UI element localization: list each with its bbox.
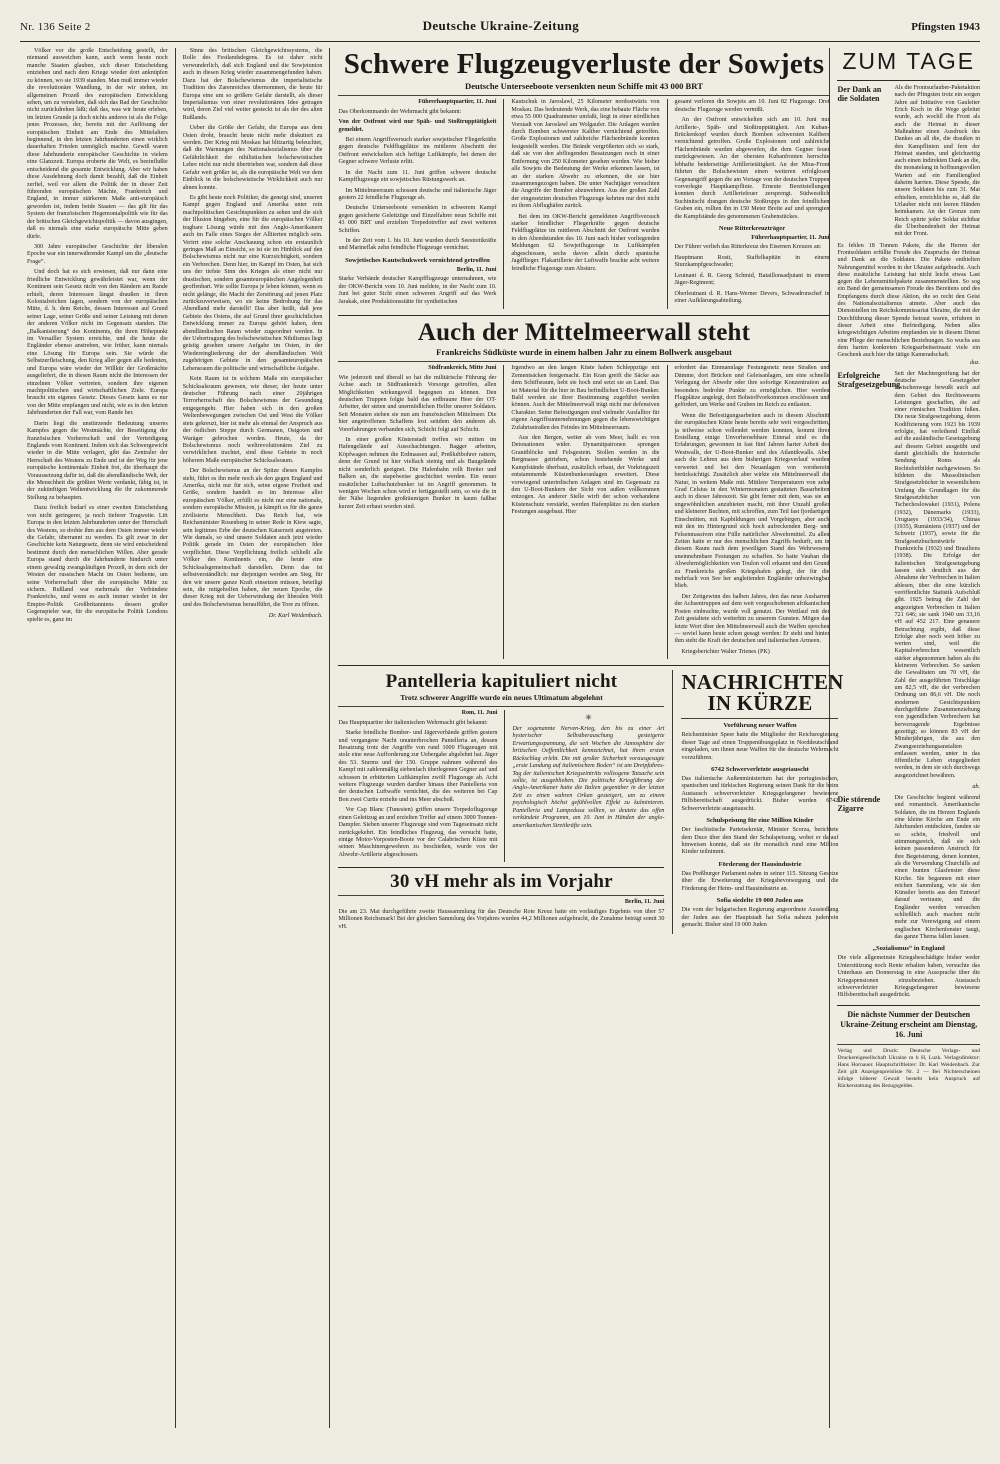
paragraph: Starke feindliche Bomber- und Jägerverbände griffen gestern und vergangene Nacht ununterbrochen Pantelleria an, dessen Besatzung trotz der Angriffe von rund 1000 Flugzeugen mit stolz eine neue Aufforderung zur Uebergabe abgelehnt hat. Jäger des 53. Sturms und der 150. Gruppe nahmen während des Kampf mit zahlenmäßig siebenfach überlegenen Gegner auf und schossen in erbitterten Luftkämpfen zwölf Flugzeuge ab. Acht weitere Flugzeuge wurden darüber hinaus über Pantelleria von der deutschen Luftwaffe vernichtet, die des weiteren bei Cap Bon zwei Curtis erzielte und ins Meer abschoß. bbox=[338, 730, 498, 803]
kurze-title: Vorführung neuer Waffen bbox=[723, 722, 797, 730]
zt-sign: ab. bbox=[972, 784, 980, 791]
zum-tage-item bbox=[837, 371, 980, 781]
dateline: Südfrankreich, Mitte Juni bbox=[428, 365, 497, 372]
pantelleria-headline: Pantelleria kapituliert nicht bbox=[385, 671, 618, 693]
kurze-item bbox=[681, 766, 838, 813]
article-byline: Dr. Karl Weidenbach. bbox=[268, 612, 323, 620]
dateline: Führerhauptquartier, 11. Juni bbox=[751, 234, 830, 241]
kurze-items bbox=[681, 722, 838, 929]
kurze-title: „Sozialismus“ in England bbox=[872, 945, 945, 953]
paragraph: Starke Verbände deutscher Kampfflugzeuge unternahmen, wie der OKW-Bericht vom 10. Juni meldete, in der Nacht zum 10. Juni bei guter Sicht einen schweren Angriff auf das Werk Jarakak, eine Produktionsstätte für synthetischen bbox=[338, 276, 497, 305]
dateline: Führerhauptquartier, 11. Juni bbox=[418, 99, 497, 106]
zt-title: Der Dank an die Soldaten bbox=[837, 85, 882, 104]
paragraph: Deutsche Unterseeboote versenkten in schwerem Kampf gegen gesicherte Geleitzüge und Einzelfahrer neun Schiffe mit 43 000 BRT und erzielten Torpedotreffer auf zwei weiteren Schiffen. bbox=[338, 205, 497, 234]
paragraph: Das Preßburger Parlament nahm in seiner 115. Sitzung Gesetze über die Erweiterung der Kriegsbevorsorgung und die Förderung der Heim- und Hausindustrie an. bbox=[681, 870, 839, 892]
zt-body: Als die Frontsurlauber-Paketaktion nach der Pfingsten trotz ein sorgen Jahre auf Initiative von Gauleiter Erich Koch in die Wege geleitet wurde, ach wochll die Front als auch die Heimat in dieser Maßnahme einen Ausdruck des Dankes an all die, die draußen in den Kampflinien und fern der Heimat standen, und gleichzeitig auch einen indirekten Dank an die, die monatelang in hoffnungsvollen Warten auf ein Familienglied daheim harrten. Diese Spende, die unsere Soldaten bis zum 31. Mai erhielten, erreichlichte es, daß die Urlauber nicht mit leeren Händen heimkamen. An der Grenze zum Reich spürte jeder Soldat sichtbar die Überbundenheit der Heimat mit der Front. bbox=[894, 85, 980, 238]
paragraph: Kriegsberichter Walter Trienes (PK) bbox=[681, 648, 770, 655]
kurze-title: Schulspeisung für eine Million Kinder bbox=[706, 817, 814, 825]
masthead-left: Nr. 136 Seite 2 bbox=[20, 21, 91, 33]
vorjahr-body bbox=[338, 899, 664, 931]
paragraph: Irgendwo an den langen Küste haben Schleppzüge mit Zementsäcken festgemacht. Ein Kran greift die Säcke aus dem Schiffsraum, hebt sie hoch und setzt sie an Land. Das ist Material für die hier in Bau befindlichen U-Boot-Bunker. Bald werden sie ihrer Bestimmung zugeführt werden können. Auch der Mittelmeerwall trägt nicht nur defensiven Charakter. Seine Befestigungen sind vielmehr Ausfalltor für eigene Angriffsunternehmungen gegen die lebenswichtigen Zufahrtsstraßen des Feindes im Mittelmeerraum. bbox=[511, 365, 660, 431]
paragraph: 300 Jahre europäischer Geschichte der liberalen Epoche war ein innerwährender Kampf um die „deutsche Frage“. bbox=[27, 243, 168, 265]
dateline: Rom, 11. Juni bbox=[461, 710, 498, 717]
pantelleria-deck: Trotz schwerer Angriffe wurde ein neues Ultimatum abgelehnt bbox=[400, 693, 603, 703]
kurze-item bbox=[681, 817, 838, 857]
zum-tage-column bbox=[829, 48, 980, 1428]
kurze-headline: NACHRICHTEN IN KÜRZE bbox=[681, 670, 844, 716]
paragraph: Bei dem im OKW-Bericht gemeldeten Angriffsversuch starker feindlicher Fliegerkräfte gegen deutsche Feldflugplätze im mittleren Abschnitt der Ostfront wurden in den Abendstunden des 10. Juni nach bisher vorliegenden Meldungen 62 Sowjetflugzeuge in Luftkämpfen abgeschossen, sechs davon allein durch spanische Jagdflieger. Flakartillerie der Luftwaffe brachte acht weitere feindliche Flugzeuge zum Absturz. bbox=[511, 213, 660, 272]
paragraph: erfordert das Einmannlage Festungsnetz neue Straßen und Dämme, dort Brücken und Geleisanlagen, um eine schnelle Verlegung der Abwehr oder ihre sofortige Konzentration auf besonders bedrohte Punkte zu ermöglichen. Hier werden Flugplätze angelegt, dort Bohstoffvorkommen erschlossen und gefördert, um Werke und Gruben im Reich zu entlasten. bbox=[674, 365, 830, 409]
lead-col-1 bbox=[338, 99, 503, 309]
paragraph: Wenn die Befestigungsarbeiten auch in diesem Abschnitt der europäischen Küste heute bereits sehr weit vorgeschritten, ja teilweise schon vollendet werden konnten, kommt ihrer Erstellung einige Unvorhersehbare Einmal sind es die Erfahrungen, gewonnen in fast fünf Jahren harter Arbeit des Westwalls, der U-Boot-Bunker und des Atlantikwalls. Aber auch die Lehren aus dem bisherigen Kriegsverlauf wurden verwertet und bei den Neuanlagen von vornherein berücksichtigt. Zusätzlich aber wirkte ein Mittelmeerwall die Natur, in weitem Maße mit. Mittlere Temperaturen von zehn Grad Celsius in den Wintermonaten gestatteten Bauarbeiten auch in dieser Jahreszeit. Sie gibt ferner mit dem, was sie an ungewöhnlichen anzubieten macht, mit ihrer Unzahl großer und kleinerer Buchten, mit schroffen, zum Teil fast fjordartigen Einschnitten, mit Kapbildungen und Vorgebirgen, aber auch mit den im Hintergrund sich hoch aufreckenden Berg- und Felsenmassiven eine Fülle natürlicher Abwehrmittel. Zu allen Zeiten hatte er nur des menschlichen Zugriffs bedurft, um in diesem Raum nach dem jeweiligen Stand des Wehrwesens uneinnehmbare Festungen zu schaffen. So hatte Vauban die Abwehrmöglichkeiten von Toulon voll erkannt und den Grund zu Frankreichs großen Kriegshafen gelegt, der für die mehrfach von See her angleitenden Engländer unbezwingbar blieb. bbox=[674, 412, 830, 590]
mittelmeerwall-headline: Auch der Mittelmeerwall steht bbox=[417, 318, 751, 346]
lead-deck: Deutsche Unterseeboote versenkten neun Schiffe mit 43 000 BRT bbox=[465, 81, 703, 91]
subhead-ritterkreuztraeger: Neue Ritterkreuzträger bbox=[718, 225, 786, 233]
mw-col-3 bbox=[667, 365, 830, 659]
paragraph: Der faschistische Parteisekretär, Minister Scorza, berichtete dem Duce über den Stand der Schulspeisung, wobei er darauf hinweisen konnte, daß sie ihr monatlich rund eine Million Kinder teilnimmt. bbox=[681, 827, 839, 856]
pantelleria-article bbox=[338, 670, 844, 934]
paragraph: Der Führer verlieh das Ritterkreuz des Eisernen Kreuzes an: bbox=[674, 244, 822, 251]
paragraph: Leutnant d. R. Georg Schmid, Bataillonsadjutant in einem Jäger-Regiment; bbox=[674, 272, 830, 287]
imprint: Verlag und Druck: Deutsche Verlags- und Druckereigesellschaft Ukraine m b H, Luzk. Verlagsdirektor: Hans Hornauer. Hauptschriftleiter: Dr. Karl Weidenbach. Zur Zeit gilt Anzeigenpreisliste Nr. 2 — Bei Nichterscheinen infolge höherer Gewalt besteht kein Anspruch auf Rückerstattung des Bezugsgeldes. bbox=[837, 1047, 980, 1089]
lead-headline: Schwere Flugzeugverluste der Sowjets bbox=[343, 48, 825, 80]
paragraph: Aus den Bergen, weiter ab vom Meer, hallt es von Detonationen wider. Dynamitpatronen sprengen Granitblöcke und Felsgestein. Stollen werden in die Bergmasse getrieben, schon bestehende Werke und Kampfstände überbaut, zusätzlich erbaut, der Vorkriegszeit entstammende Küstenbunkeranlagen erweitert. Diese vorwiegend unterirdischen Anlagen sind im Gegensatz zu den U-Boot-Bunkern der Sicht von außen vollkommen entzogen. An anderer Stelle wirft der schon vorhandene Küstenschutz verstärkt, werden Hafenplätze zu den starken Festungen ausgebaut. Hier bbox=[511, 435, 660, 516]
mw-col-1 bbox=[338, 365, 503, 659]
paragraph: In einer großen Küstenstadt treffen wir mitten im Hafengelände auf Ausschachtungen. Bagger arbeiten, Köpfwagen nehmen die Erdmassen auf, Preßluftbohrer rattern, denn der Grund ist hier vielfach steinig und als Baugelände nicht sonderlich geeignet. Die Hafenbahn rollt Breiter und Balken an, die stapelweise geschichtet werden. Ein neuer zusätzlicher Luftschutzbunker ist im Angriff genommen. In wenigen Wochen schon wird er fertiggestellt sein, so wie die in der Nähe liegenden großräumigen Bunker in kaum faßbar kurzer Zeit erbaut worden sind. bbox=[338, 437, 497, 510]
paragraph: Dazu freilich bedarf es einer zweiten Entscheidung von nicht geringerer, ja noch tieferer Tragweite. Litt Europa in den letzten Jahrhunderten unter der Herrschaft des Westens, so drohte ihm aus dem Osten immer wieder die Gefahr, überrannt zu werden. Es gilt zwar in der Geschichte kein Naturgesetz, denn sie wird entscheidend bestimmt durch den menschlichen Willen. Aber gerade Europa stand durch die Jahrhunderte hindurch unter einem gewaltig zwangsläufigen Prozeß, in dem sich der Westen der russischen Macht im Osten bediente, um seine Vorherrschaft über die europäische Mitte zu sichern. Rußland war mehrmals der Verbündete Frankreichs, und wenn es auch immer wieder in der Empire-Politik Großbritanniens dessen großer Gegenspieler war, für die europäische Politik Londons spielte es, ganz im bbox=[27, 505, 168, 623]
paragraph: Es gibt heute noch Politiker, die geneigt sind, unseren Kampf gegen England und Amerika unter rein machtpolitischen Gesichtspunkten zu sehen und die sich der Illusion hingeben, eine für die europäischen Völker tragbare Lösung würde mit den Anglo-Amerikanern auch im Falle eines Sieges der Alliierten möglich sein. Verirrt eine solche Anschauung schon ein erstaunlich geringes Maß an Einsicht, so ist sie im Hinblick auf den Bolschewismus nicht nur eine Kurzsichtigkeit, sondern ein Verbrechen. Denn hier, im Kampf im Osten, hat sich uns der tiefste Sinn des Krieges als einer nicht nur drastischen, sondern gesamteuropäischen Angelegenheit geoffenbart. Wie sollte Europa je leben können, wenn es nicht gelänge, die Macht der Zerstörung auf jenen Platz zurückzuverweisen, wo sie keine Bedrohung für das Abendland mehr darstellt! Das aber heißt, daß jene Gebiete des Ostens, die auf Grund ihrer geschichtlichen Entwicklung immer zu Europa gehört haben, dem abendländischen Raum wieder zugeordnet werden. In der Uebertragung des bolschewistischen Nihilismus liegt geistig gesehen unsere Aufgabe im Osten, in der Wiedereingliederung der der abendländischen Welt zugehörigen Gebiete in den gesamteuropäischen Lebensraum die politische und wirtschaftliche Aufgabe. bbox=[182, 195, 323, 372]
zt-title: Erfolgreiche Strafgesetzgebung bbox=[837, 370, 901, 389]
paragraph: Oberleutnant d. R. Hans-Werner Devers, Schwadronschef in einer Aufklärungsabteilung. bbox=[674, 290, 830, 304]
paragraph: Der sogenannte Nerven-Krieg, den bis zu einer Art hysterischer Selbstberauschung gesteigerte Erwartungsspannung, die seit Wochen die Atmosphäre der britischen Oeffentlichkeit kennzeichnet, hat ihren ersten Rückschlag erlebt. Die mit großer Sicherheit vorausgesagte „erste Landung auf italienischem Boden“ ist am Dreipfahres-Tag der italienischen Kriegseintritts vollzogene Tatsache sein sollte, ist ausgeblieben. Die politische Kriegführung der Anglo-Amerikaner hatte die Italien gegenüber in der letzten Zeit es einen wahren Orkan gesteigert, um zu einem psychologisch höchst gefühlvollen Effekt zu kulminieren. Pantelleria und Lampedusa sollten, so deutete das offen verkündete Programm, am 10. Juni in Händen der anglo-amerikanischen Streitkräfte sein. bbox=[512, 726, 665, 829]
paragraph: An der Ostfront entwickelten sich am 10. Juni nur Artillerie-, Späh- und Stoßtrupptätigkeit. Am Kuban-Brückenkopf wurden durch Bomben schwersten Kalibers vernichtend getroffen. Große Explosionen und zahlreiche Flächenbrände wurden abgeworfen, die dem Gegner feuer zurückgewiesen. An der obersten Kubanfronten herrschte lebhafte beiderseitige Artillerietätigkeit. An der Mius-Front führten die Bolschewisten einen weiteren erfolglosen Gegenangriff gegen die am Vortage von der deutschen Truppen vorverlegte Hauptkampflinie. Erneute Bereitstellungen konnten durch Artilleriefeuer zersprengt. Südwestlich Suchinitschi drangen deutsche Stoßtrupps in den feindlichen Graben ein, rollten ihn in 150 Meter Breite auf und sprengten die Kampfstände des genommenen Grabenstückes. bbox=[674, 117, 830, 220]
paragraph: Reichsminister Speer hatte die Mitglieder der Reichsregierung dieser Tage auf einen Truppenübungsplatz in Norddeutschland eingeladen, um ihnen neue Waffen für die deutsche Wehrmacht vorzuführen. bbox=[681, 732, 839, 761]
paragraph: Sinne des britischen Gleichgewichtssystems, die Rolle des Festlandsdegens. Es ist daher nicht verwunderlich, daß sich England und die Sowjetunion auch in diesen Krieg wieder zusammengefunden haben. Dazu hat der Bolschewismus die imperialistische Tradition des Zarenreiches übernommen, die heute für Europa eine um so größere Gefahr darstellt, als dieser Imperialismus von einer revolutionären Idee getragen wird, deren Ziel viel weiter gesteckt ist als der des alten Rußlands. bbox=[182, 48, 323, 121]
nachrichten-in-kuerze bbox=[672, 670, 844, 934]
paragraph: gesamt verloren die Sowjets am 10. Juni 82 Flugzeuge. Drei deutsche Flugzeuge werden vermißt. bbox=[674, 99, 830, 113]
kurze-title: Sofia siedelte 19 000 Juden aus bbox=[716, 897, 804, 905]
paragraph: Die viele allgemeinste Kriegsbeschädigte bisher weder Unterstützung noch Rente erhalten haben, versuchte das Unterhaus am Donnerstag in eine Aussprache über die Kriegspensionen einzubeziehen. Austausch schwerverletzter Kriegsgefangener bewiesene Hilfsbereitschaft ausgedrückt. bbox=[837, 955, 980, 999]
zt-body: Es fehlen 18 Tonnen Pakete, die die Herren der Frontsoldaten erfüllte Freude des Zuspruchs der Heimat und Dank an die Soldaten. Die Pakete enthielten Nahrungsmittel worden in der Ukraine aufgebracht. Auch diese zusätzliche Leistung hat nicht leicht etwas Last gegen die Lebensmittelpakete zusammenstellten. So sog ein Band der gemeinsamen Freude des Bereitens und des Empfangens durch diese Aktion, die so recht den Geist des Nationalsozialismus atmete. Aber auch das Dienststellen im Reichskommissariat Ukraine, die mit der Durchführung dieser Spende betraut waren, erfuhren in dieser Arbeit eine Befriedigung. Neben alles kriegswichtigen Arbeiten empfanden sie in diesem Dienst eine Pflege der menschlichen Beziehungen. So wuchs aus dem harten konkreten Kriegsarbeitseinsatz viele ein Geschenk auch hier die tätige Kameradschaft. bbox=[837, 242, 980, 359]
kurze-item bbox=[681, 722, 838, 762]
zt-sign: duz. bbox=[970, 359, 980, 366]
subhead-kautschukwerk: Sowjetisches Kautschukwerk vernichtend getroffen bbox=[345, 256, 490, 264]
paragraph: Kein Raum ist in solchem Maße ein europäischer Schicksalsraum gewesen, wie dieser, der heute unter deutscher Führung nach einer 20jährigen Terrorherrschaft des Bolschewismus der Gesundung entgegengeht. Hier haben sich in den großen Weltenbewegungen zwischen Ost und West die Völker stets gekreuzt, hier ist mehr als einmal der Anspruch aus der östlichen Steppe durch Germanen, Ostgoten und Waräger gebrochen worden. Heute, da der Bolschewismus noch weltrevolutionäres Ziel zu verwirklichen trachtet, sind diese Gebiete in noch höherem Maße europäischer Schicksalsraum. bbox=[182, 376, 323, 464]
zt-body: Seit der Machtergreifung hat der deutsche Gesetzgeber Zwischenwege bewußt auch auf dem Gebiet des Rechtswesens Leistungen geschaffen, die auf einer römischen Tradition fußen. Die neue Strafgesetzgebung, deren Kodifizierung vom 1923 bis 1939 erfolgte, hat verleihend Einfluß auf die ausländische Gesetzgebung auf diesem Gebiet ausgeübt und damit gleichfalls die historische Sendung Roms als Rechtsfortbilder nachgewiesen. So bildeten die Mussolinischen Strafgesetzbücher in wesentlichem Umfang die Grundlagen für die Strafgesetzbücher von Tschechoslowakei (1931), Polens (1932), Dänemarks (1933), Uruguays (1933/34), Chinas (1935), Rumäniens (1937) und der Schweiz (1937), sowie für die Strafgesetzbuchentwürfe Frankreichs (1932) und Brasiliens (1938). Die Erfolge der italienischen Strafgesetzgebung lassen sich deutlich aus der Abnahme der Verbrechen in Italien ablesen, über die eine kürzlich veröffentlichte Statistik Aufschluß gibt. 1925 betrug die Zahl der angezeigten Verbrechen in Italien 721 646; sie sank 1940 um 33,16 vH auf 452 217. Eine genauere Betrachtung ergibt, daß diese Erfolge aber noch weit höher zu werten sind, weil die Kapitalverbrechen wesentlich stärker abgenommen haben als die kleineren Verbrechen. So sanken die Gewalttaten um 70 vH, die Zahl der ausgeführten Totschläge um 82,5 vH, die der verbrechen Ordnung um 86,6 vH. Die noch modernen Gesichtspunkten durchgeführte Zusammenziehung von jugendlichen Verbrechern hat hervorragende Ergebnisse gezeitigt; so können 83 vH der Minderjährigen, die aus den Zwangserziehungsanstalten entlassen werden, unter in das öffentliche Leben eingegliedert werden, in dem sie sich durchwegs ausgezeichnet bewähren. bbox=[894, 370, 980, 779]
zum-tage-title: ZUM TAGE bbox=[842, 48, 976, 74]
zt-title: Die störende Zigarre bbox=[837, 795, 881, 814]
lead-article bbox=[338, 50, 829, 309]
pant-col-1 bbox=[338, 710, 504, 862]
middle-section bbox=[329, 48, 844, 1428]
paragraph: Darin liegt die unstürzende Bedeutung unseres Kampfes gegen die Westmächte, der Beseitigung der französischen Vorherrschaft und der Verteidigung Englands vom Kontinent. Indem sich das Schwergewicht wieder in die Mitte verlagert, gibt das Zentraler der Herrschaft des Westens zu Ende und ist der Weg für jene europäische kontinentale Einheit frei, die überhaupt die Voraussetzung dafür ist, daß die abendländische Welt, der die Menschheit die größten Werte verdankt, fähig ist, in der zukünftigen Weltentwicklung die ihr zukommende Stellung zu behaupten. bbox=[27, 420, 168, 501]
paragraph: Vor Cap Blanc (Tunesien) griffen unsere Torpedoflugzeuge einen Geleitzug an und erzielten Treffer auf einem 3000 Tonnen-Dampfer. Sieben unserer Flugzeuge sind vom Tageseinsatz nicht zurückgekehrt. Ein feindliches Flugzeug, das versucht hatte, einige Motor-Vorposten-Boote vor der Calabrischen Küste mit seinen Maschinengewehren zu beschießen, wurde von der Abwehr-Artillerie abgeschossen. bbox=[338, 807, 498, 858]
paragraph: Und doch hat es sich erwiesen, daß nur dann eine friedliche Entwicklung gewährleistet war, wenn der Kontinent sein Gesetz nicht von den Rändern am Rande erhielt, deren Interessen längst draußen in ihren Kolonialreichen lagen, sondern von der europäischen Mitte, d. h. dem Reiche, dessen Interessen auf Grund seiner Lage, seiner Größe und seiner Leistung mit denen der anderen Völker nicht im Gegensatz standen. Die „Balkanisierung“ des Kontinents, die ihren Höhepunkt im Versailler System erreichte, und die heute die Engländer ebenso anstreben, wie früher, kann niemals eine Lösung für Europa sein. Sie würde die Selbstzerfleischung, den Krieg aller gegen alle bedeuten, und Europa wäre wieder der Willkür der Großmächte ausgeliefert, die in diesen Raum nicht die Interessen der einzelnen Völker vertreten, sondern ihre eigenen machtpolitischen und wirtschaftlichen Ziele. Europa braucht ein eigenes Gesetz. Dieses Gesetz kann es nur von der Mitte empfangen und nicht, wie es in den letzten Jahrhunderten der Fall war, vom Rande her. bbox=[27, 269, 168, 417]
masthead-rule bbox=[20, 41, 980, 42]
zt-body: Die Geschichte beginnt während und romantisch. Amerikanische Soldaten, die im Herzen Englands eine kleine Kirche am Ende ein Jahrhundert entdeckten, fanden sie so schön, friedvoll und stimmungsreich, daß sie sich keinen passenderen Anstruch für ihre Begeisterung, denen konnten, als die Verwendung Churchills auf einen bunten Glasfenster diese Kirche. Sie begannen mit einer reichen Sammlung, wie sie den Künstler bereits aus den Entwurf darauf vertraute, und die Engländer werden versuchen schließlich auch machen nicht mehr zur Verewigung auf einem englischen Kirchenfenster taugt, das ganze Thema fallen lassen. bbox=[894, 795, 980, 940]
kurze-item bbox=[837, 945, 980, 1000]
masthead-title: Deutsche Ukraine-Zeitung bbox=[422, 18, 580, 33]
paragraph: Bei einem Angriffsversuch starker sowjetischer Fliegerkräfte gegen deutsche Feldflugplätze im mittleren Abschnitt der Ostfront entwickelten sich heftige Luftkämpfe, bei denen der Gegner schwere Verluste erlitt. bbox=[338, 137, 497, 166]
kurze-item bbox=[681, 861, 838, 893]
kurze-title: 6742 Schwerverletzte ausgetauscht bbox=[711, 765, 809, 773]
paragraph: In der Nacht zum 11. Juni griffen schwere deutsche Kampfflugzeuge ein sowjetisches Rüstungswerk an. bbox=[338, 169, 497, 184]
next-issue-notice: Die nächste Nummer der Deutschen Ukraine-Zeitung erscheint am Dienstag, 16. Juni bbox=[840, 1009, 978, 1039]
paragraph: Der Zeitgewinn des halben Jahres, den das neue Ausharren der Achsentruppen auf dem weit vorgeschobenen afrikanischen Posten einbrachte, wurde voll genutzt. Der Wettlauf mit der Zeit gestaltete sich weiterhin zu unserem Gunsten. Mögen das letzte Wort über den Mittelmeerwall auch die Waffen sprechen — soviel kann heute schon gesagt werden: Er steht und hinter ihm steht die Kraft der deutschen und italienischen Armeen. bbox=[674, 593, 830, 645]
mw-col-2 bbox=[503, 365, 666, 659]
mittelmeerwall-article bbox=[338, 320, 829, 659]
ornament-star: ✳ bbox=[585, 713, 592, 723]
paragraph: In der Zeit vom 1. bis 10. Juni wurden durch Seestreitkräfte und Marineflak zehn feindliche Flugzeuge vernichtet. bbox=[338, 238, 497, 252]
pantelleria-main bbox=[338, 670, 672, 934]
lead-col-2 bbox=[503, 99, 666, 309]
paragraph: Das italienische Außenministerium hat der portugiesischen, spanischen und türkischen Regierung seinen Dank für die beim Austausch schwerverletzter Kriegsgefangener bewiesene Hilfsbereitschaft ausgedrückt. Bisher wurden 6742 Schwerverletzte ausgetauscht. bbox=[681, 776, 839, 812]
column-2 bbox=[175, 48, 330, 1428]
kurze-overflow bbox=[837, 945, 980, 1000]
paragraph: Die am 23. Mai durchgeführte zweite Haussammlung für das Deutsche Rote Kreuz hatte ein vorläufiges Ergebnis von über 57 Millionen Reichsmark! Bei der gleichen Sammlung des Vorjahres wurden 44,2 Millionen aufgebracht, die Zunahme beträgt somit 30 vH. bbox=[338, 908, 665, 930]
zum-tage-item bbox=[837, 795, 980, 941]
mittelmeerwall-deck: Frankreichs Südküste wurde in einem halben Jahr zu einem Bollwerk ausgebaut bbox=[436, 346, 732, 357]
paragraph: Hauptmann Rosti, Staffelkapitän in einem Sturzkampfgeschwader; bbox=[674, 254, 830, 269]
paragraph: Im Mittelmeerraum schossen deutsche und italienische Jäger gestern 22 feindliche Flugzeuge ab. bbox=[338, 187, 497, 201]
vorjahr-headline: 30 vH mehr als im Vorjahr bbox=[390, 871, 613, 893]
pant-col-2 bbox=[504, 710, 664, 862]
lead-col-3 bbox=[667, 99, 830, 309]
dateline: Berlin, 11. Juni bbox=[624, 899, 665, 906]
kurze-item bbox=[681, 897, 838, 929]
masthead-date: Pfingsten 1943 bbox=[911, 21, 980, 33]
paragraph: Die vom der bulgarischen Regierung angeordnete Aussiedlung der Juden aus der Hauptstadt hat Sofia nahezu judenrein gemacht. Bisher sind 19 000 Juden bbox=[681, 907, 839, 929]
masthead bbox=[20, 18, 980, 38]
paragraph: Völker vor die große Entscheidung gestellt, der niemand ausweichen kann, auch wenn heute noch manche Staaten glauben, sich dieser Entscheidung entziehen und nach dem Kriege wieder dort anknüpfen zu können, wo sie 1939 standen. Man muß immer wieder die revolutionäre Wandlung, in der wir stehen, im allgemeinen Prozeß des europäischen Entwicklung sehen, um zu verstehen, daß sich das Rad der Geschichte nicht zurückdrehen läßt; daß das, was wir heute erleben, im letzten Grunde ja doch nichts anderes ist als die Folge jenes Prozesses, der, bereits mit der Auflösung der europäischen Einheit am Ende des Mittelalters beginnend, in den letzten Jahrhunderten einen wirklich dauerhaften Frieden unmöglich machte. Gewiß waren diese Jahrhunderte europäischer Geschichte in vielem eine Glanzzeit. Europa eroberte die Welt, es beeinflußte entscheidend die gesamte Entwicklung. Aber wir haben diese Ausdehnung doch damit bezahlt, daß die Einheit zerfiel, weil vor allem die Politik der in dieser Zeit führenden europäischen Mächte, Frankreich und England, in immer stärkerem Maße anti-europäisch geworden ist, indem beide Staaten — das gilt für das System der französischen Hegemonialpolitik wie für das der britischen Gleichgewichtspolitik — davon ausgingen, daß es niemals eine starke europäische Mitte geben dürfe. bbox=[27, 48, 168, 240]
paragraph: Wie jederzeit und überall so hat die militärische Führung der Achse auch in Südfrankreich Vorsorge getroffen, allen Möglichkeiten wirkungsvoll begegnen zu können. Den deutschen Truppen folgte bald das erdbraune Heer der OT-Arbeiter, der steten und unermüdlichen Helfer unserer Soldaten. Seit Monaten stehen sie nun am französischen Mittelmeer. Die hier angetroffenen Schaffens lost seitdem den anderen ab. Vorerfahrungen verbanden sich, Schicht folgt auf Schicht. bbox=[338, 374, 497, 433]
page-body bbox=[20, 48, 980, 1428]
paragraph: Ueber die Größe der Gefahr, die Europa aus dem Osten droht, braucht heute nicht mehr diskutiert zu werden. Der Krieg mit Moskau hat blitzartig beleuchtet, daß die Warnungen des Nationalsozialismus über die Gefährlichkeit der nihilistischen bolschewistischen Lehre nicht nur nicht übertrieben war, sondern daß diese Gefahr weit größer ist, als die europäische Welt vor dem Einblick in die bolschewistische Wirklichkeit auch nur ahnen konnte. bbox=[182, 125, 323, 191]
zum-tage-item bbox=[837, 85, 980, 239]
column-1 bbox=[20, 48, 175, 1428]
kurze-title: Förderung der Hausindustrie bbox=[718, 860, 802, 868]
dateline: Berlin, 11. Juni bbox=[456, 266, 497, 273]
paragraph: Der Bolschewismus an der Spitze dieses Kampfes steht, führt es ihn mehr noch als den gegen England und Amerika, nicht nur für sich, seine eigene Freiheit und Größe, sondern handelt es im Interesse aller europäischen Völker, erfüllt es nicht nur eine nationale, sondern europäische Mission, ja kämpft es für die ganze zivilisierte Menschheit. Das Reich hat, wie Reichsminister Rosenberg in seiner Rede in Kiew sagte, sein legitimes Erbe der deutschen Kaiserzeit angetreten. Wie damals, so sind unsere Soldaten auch jetzt wieder Politik gerade im Osten der europäischen Idee verpflichtet. Diese Verpflichtung freilich schließt alle Völker des Kontinents ein, die heute eine Schicksalsgemeinschaft darstellen. Denn das ist selbstverständlich: nur diejenigen werden am Sieg, für den wir unsere ganze Kraft einsetzen müssen, beteiligt sein, die mitgeholfen haben, der neuen Epoche, die dieser Krieg mit der Ueberwindung der liberalen Welt und des Bolschewismus heraufführt, die Tore zu öffnen. bbox=[182, 468, 323, 608]
paragraph: Von der Ostfront wird nur Späh- und Stoßtrupptätigkeit gemeldet. bbox=[338, 119, 497, 133]
paragraph: Das Hauptquartier der italienischen Wehrmacht gibt bekannt: bbox=[338, 719, 488, 726]
paragraph: Das Oberkommando der Wehrmacht gibt bekannt: bbox=[338, 108, 462, 115]
paragraph: Kautschuk in Jaroslawl, 25 Kilometer nordostwärts von Moskau. Das bedeutende Werk, das eine bebaute Fläche von etwa 55 000 Quadratmeter umfaßt, liegt in einer nördlichen Vorstadt von Jaroslawl am Wolgaufer. Die Anlagen wurden durch Bomben schwerster Kaliber vernichtend getroffen. Große Explosionen und zahlreiche Flächenbrände konnten festgestellt werden. Die Brände vergrößerten sich so stark, daß sie von den abfliegenden Besatzungen noch in einer Entfernung von 250 Kilometer gesehen wurden. Wie bisher alle Sowjets die Bedeutung der Werke erkennen lassen, ist an der starken Abwehr zu erkennen, die sie hier zusammengezogen haben. Die unter Nachtjäger versuchten die Angriffe der Bomber abzuwehren. Aus der großen Zahl der eingesetzten deutschen Flugzeuge kehrten nur drei nicht zu ihren Abflughäfen zurück. bbox=[511, 99, 660, 210]
